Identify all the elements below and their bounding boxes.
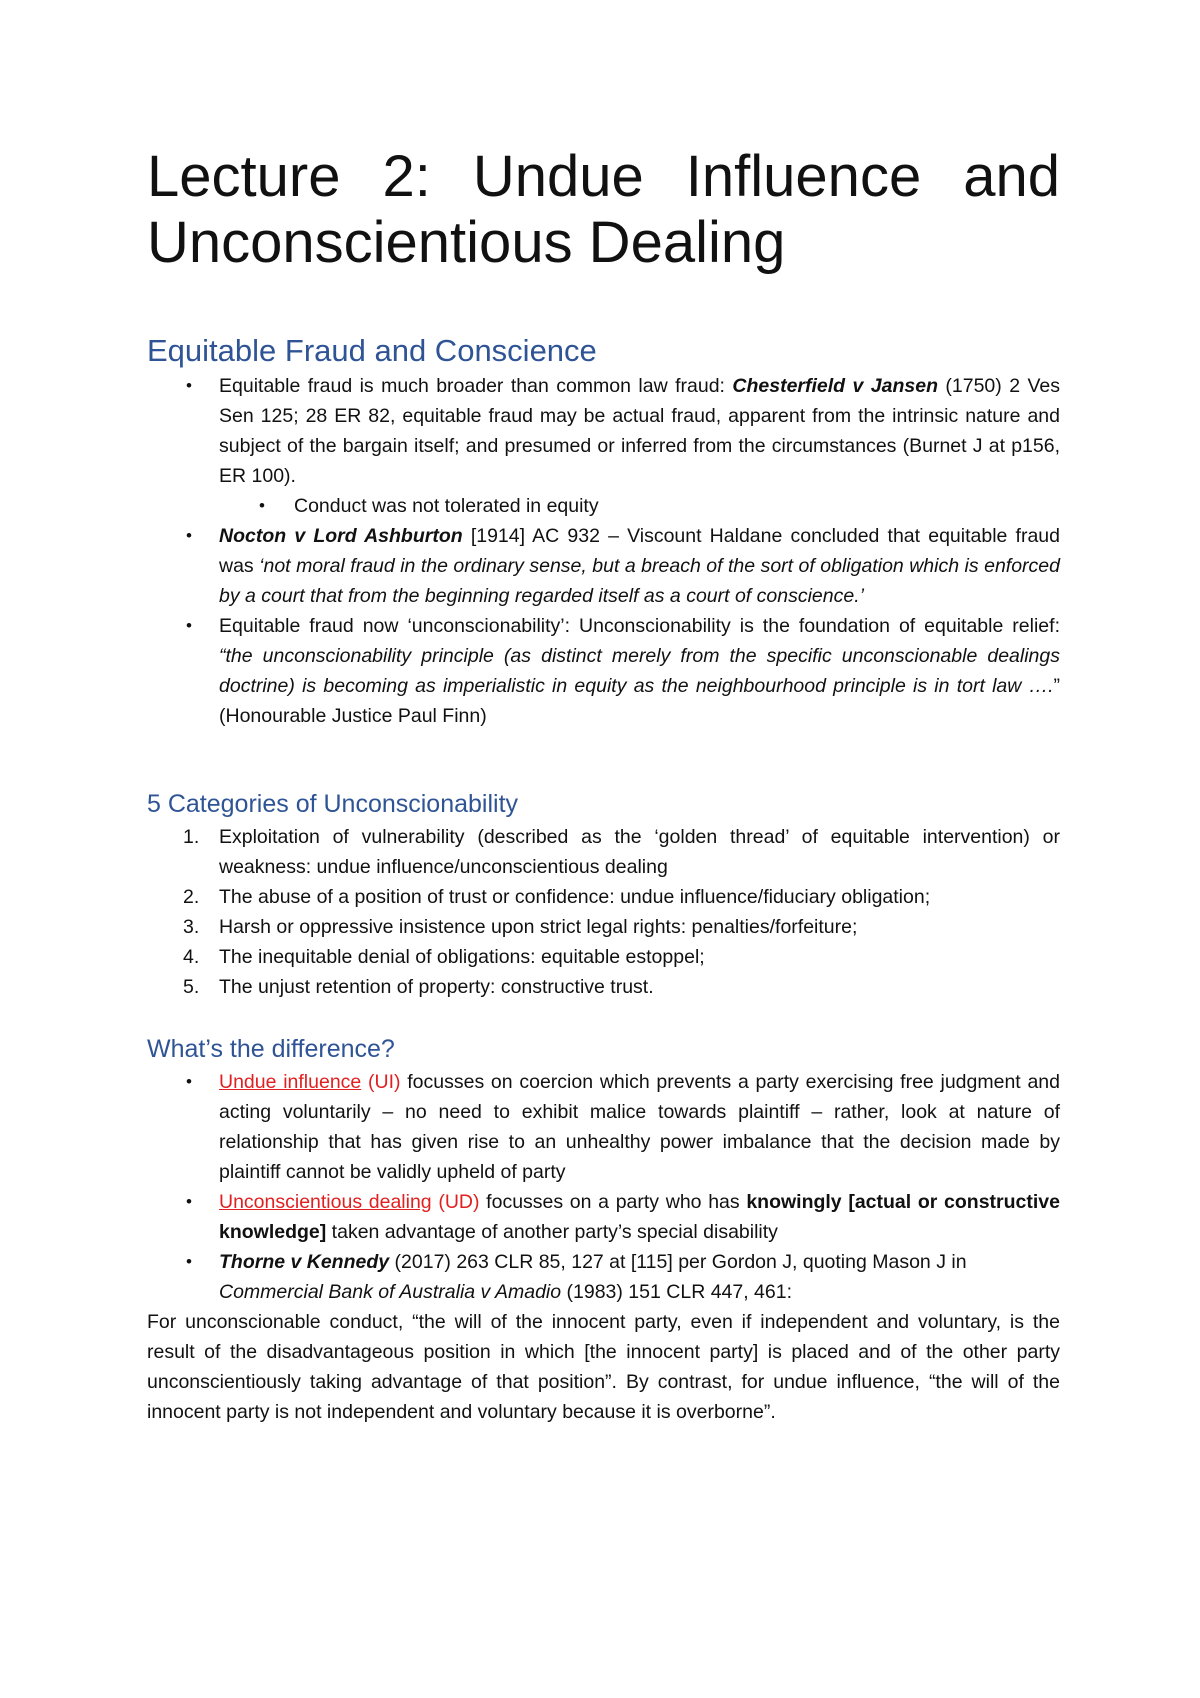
sub-list: [219, 491, 1060, 521]
list-item: 5. The unjust retention of property: constructive trust.: [183, 976, 654, 998]
quote: ‘not moral fraud in the ordinary sense, but a breach of the sort of obligation which is enforced by a court that from the beginning regarded itself as a court of conscience.’: [219, 555, 1060, 607]
heading-difference: What’s the difference?: [147, 1035, 395, 1063]
list-item: • Conduct was not tolerated in equity: [147, 491, 1060, 521]
heading-categories: 5 Categories of Unconscionability: [147, 790, 519, 818]
heading-equitable-fraud: Equitable Fraud and Conscience: [147, 333, 597, 368]
bullet-list: [147, 1067, 1060, 1307]
section-difference: [147, 1067, 1060, 1427]
list-item: 2. The abuse of a position of trust or confidence: undue influence/fiduciary obligation;: [183, 886, 931, 908]
list-item: • Equitable fraud now ‘unconscionability’: Unconscionability is the foundation of equitable relief: “the unconscionability principle (as distinct merely from the specific unconscionable dealings doctrine) is becoming as imperialistic in equity as the neighbourhood principle is in tort law ….” (Honourable Justice Paul Finn): [147, 611, 1060, 731]
term-undue-influence: Undue influence: [219, 1071, 362, 1093]
term-unconscientious-dealing: Unconscientious dealing: [219, 1191, 432, 1213]
list-item: 3. Harsh or oppressive insistence upon strict legal rights: penalties/forfeiture;: [183, 916, 858, 938]
page-title: Lecture 2: Undue Influence and Unconscientious Dealing: [147, 144, 1060, 275]
numbered-list: [147, 822, 1060, 1002]
list-item: • Undue influence (UI) focusses on coercion which prevents a party exercising free judgment and acting voluntarily – no need to exhibit malice towards plaintiff – rather, look at nature of relationship that has given rise to an unhealthy power imbalance that the decision made by plaintiff cannot be validly upheld of party: [147, 1067, 1060, 1187]
list-item: • Thorne v Kennedy (2017) 263 CLR 85, 127 at [115] per Gordon J, quoting Mason J in Commercial Bank of Australia v Amadio (1983) 151 CLR 447, 461:: [147, 1247, 1060, 1307]
case-name: Nocton v Lord Ashburton: [219, 525, 463, 547]
list-item: 1. Exploitation of vulnerability (described as the ‘golden thread’ of equitable intervention) or weakness: undue influence/unconscientious dealing: [183, 826, 1060, 878]
section-categories: [147, 822, 1060, 1002]
case-name: Chesterfield v Jansen: [732, 375, 938, 397]
list-item: • Equitable fraud is much broader than common law fraud: Chesterfield v Jansen (1750) 2 Ves Sen 125; 28 ER 82, equitable fraud may be actual fraud, apparent from the intrinsic nature and subject of the bargain itself; and presumed or inferred from the circumstances (Burnet J at p156, ER 100). • Conduct was not tolerated in equity: [147, 371, 1060, 521]
case-name: Commercial Bank of Australia v Amadio: [219, 1281, 562, 1303]
list-item: • Nocton v Lord Ashburton [1914] AC 932 – Viscount Haldane concluded that equitable fraud was ‘not moral fraud in the ordinary sense, but a breach of the sort of obligation which is enforced by a court that from the beginning regarded itself as a court of conscience.’: [147, 521, 1060, 611]
list-item: 4. The inequitable denial of obligations: equitable estoppel;: [183, 946, 705, 968]
bullet-list: [147, 371, 1060, 731]
quote: “the unconscionability principle (as distinct merely from the specific unconscionable dealings doctrine) is becoming as imperialistic in equity as the neighbourhood principle is in tort law ….: [219, 645, 1060, 697]
list-item: • Unconscientious dealing (UD) focusses on a party who has knowingly [actual or constructive knowledge] taken advantage of another party’s special disability: [147, 1187, 1060, 1247]
section-equitable-fraud: [147, 371, 1060, 731]
body-paragraph: For unconscionable conduct, “the will of the innocent party, even if independent and voluntary, is the result of the disadvantageous position in which [the innocent party] is placed and of the other party unconscientiously taking advantage of that position”. By contrast, for undue influence, “the will of the innocent party is not independent and voluntary because it is overborne”.: [147, 1311, 1060, 1423]
case-name: Thorne v Kennedy: [219, 1251, 390, 1273]
